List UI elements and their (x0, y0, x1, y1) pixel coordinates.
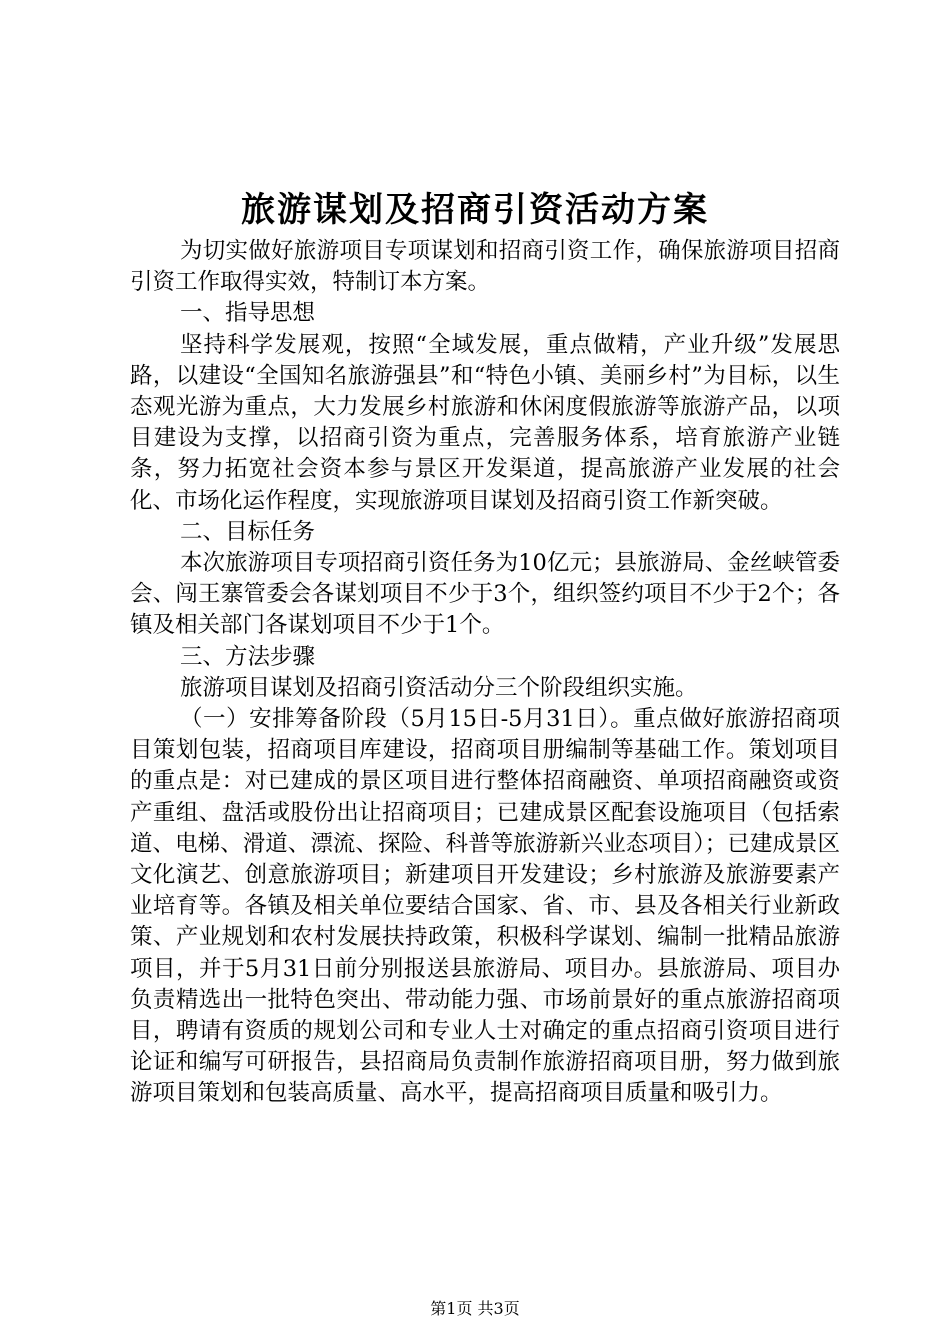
document-body (130, 236, 840, 1110)
section-heading-steps: 三、方法步骤 (180, 643, 316, 670)
paragraph-stage-one: （一）安排筹备阶段（5月15日-5月31日）。重点做好旅游招商项目策划包装，招商项目库建设，招商项目册编制等基础工作。策划项目的重点是：对已建成的景区项目进行整体招商融资、单项招商融资或资产重组、盘活或股份出让招商项目；已建成景区配套设施项目（包括索道、电梯、滑道、漂流、探险、科普等旅游新兴业态项目）；已建成景区文化演艺、创意旅游项目；新建项目开发建设；乡村旅游及旅游要素产业培育等。各镇及相关单位要结合国家、省、市、县及各相关行业新政策、产业规划和农村发展扶持政策，积极科学谋划、编制一批精品旅游项目，并于5月31日前分别报送县旅游局、项目办。县旅游局、项目办负责精选出一批特色突出、带动能力强、市场前景好的重点旅游招商项目，聘请有资质的规划公司和专业人士对确定的重点招商引资项目进行论证和编写可研报告，县招商局负责制作旅游招商项目册，努力做到旅游项目策划和包装高质量、高水平，提高招商项目质量和吸引力。 (130, 706, 840, 1107)
section-heading-guiding-thought: 一、指导思想 (180, 300, 316, 327)
paragraph-guiding-thought: 坚持科学发展观，按照“全域发展，重点做精，产业升级”发展思路，以建设“全国知名旅游强县”和“特色小镇、美丽乡村”为目标，以生态观光游为重点，大力发展乡村旅游和休闲度假旅游等旅游产品，以项目建设为支撑，以招商引资为重点，完善服务体系，培育旅游产业链条，努力拓宽社会资本参与景区开发渠道，提高旅游产业发展的社会化、市场化运作程度，实现旅游项目谋划及招商引资工作新突破。 (130, 331, 840, 514)
paragraph-goals: 本次旅游项目专项招商引资任务为10亿元；县旅游局、金丝峡管委会、闯王寨管委会各谋划项目不少于3个，组织签约项目不少于2个；各镇及相关部门各谋划项目不少于1个。 (130, 550, 840, 639)
page-footer: 第1页 共3页 (430, 1299, 520, 1318)
section-heading-goals: 二、目标任务 (180, 518, 316, 545)
paragraph-intro: 为切实做好旅游项目专项谋划和招商引资工作，确保旅游项目招商引资工作取得实效，特制订本方案。 (130, 238, 840, 296)
document-title: 旅游谋划及招商引资活动方案 (241, 190, 709, 230)
paragraph-steps-intro: 旅游项目谋划及招商引资活动分三个阶段组织实施。 (180, 674, 698, 701)
